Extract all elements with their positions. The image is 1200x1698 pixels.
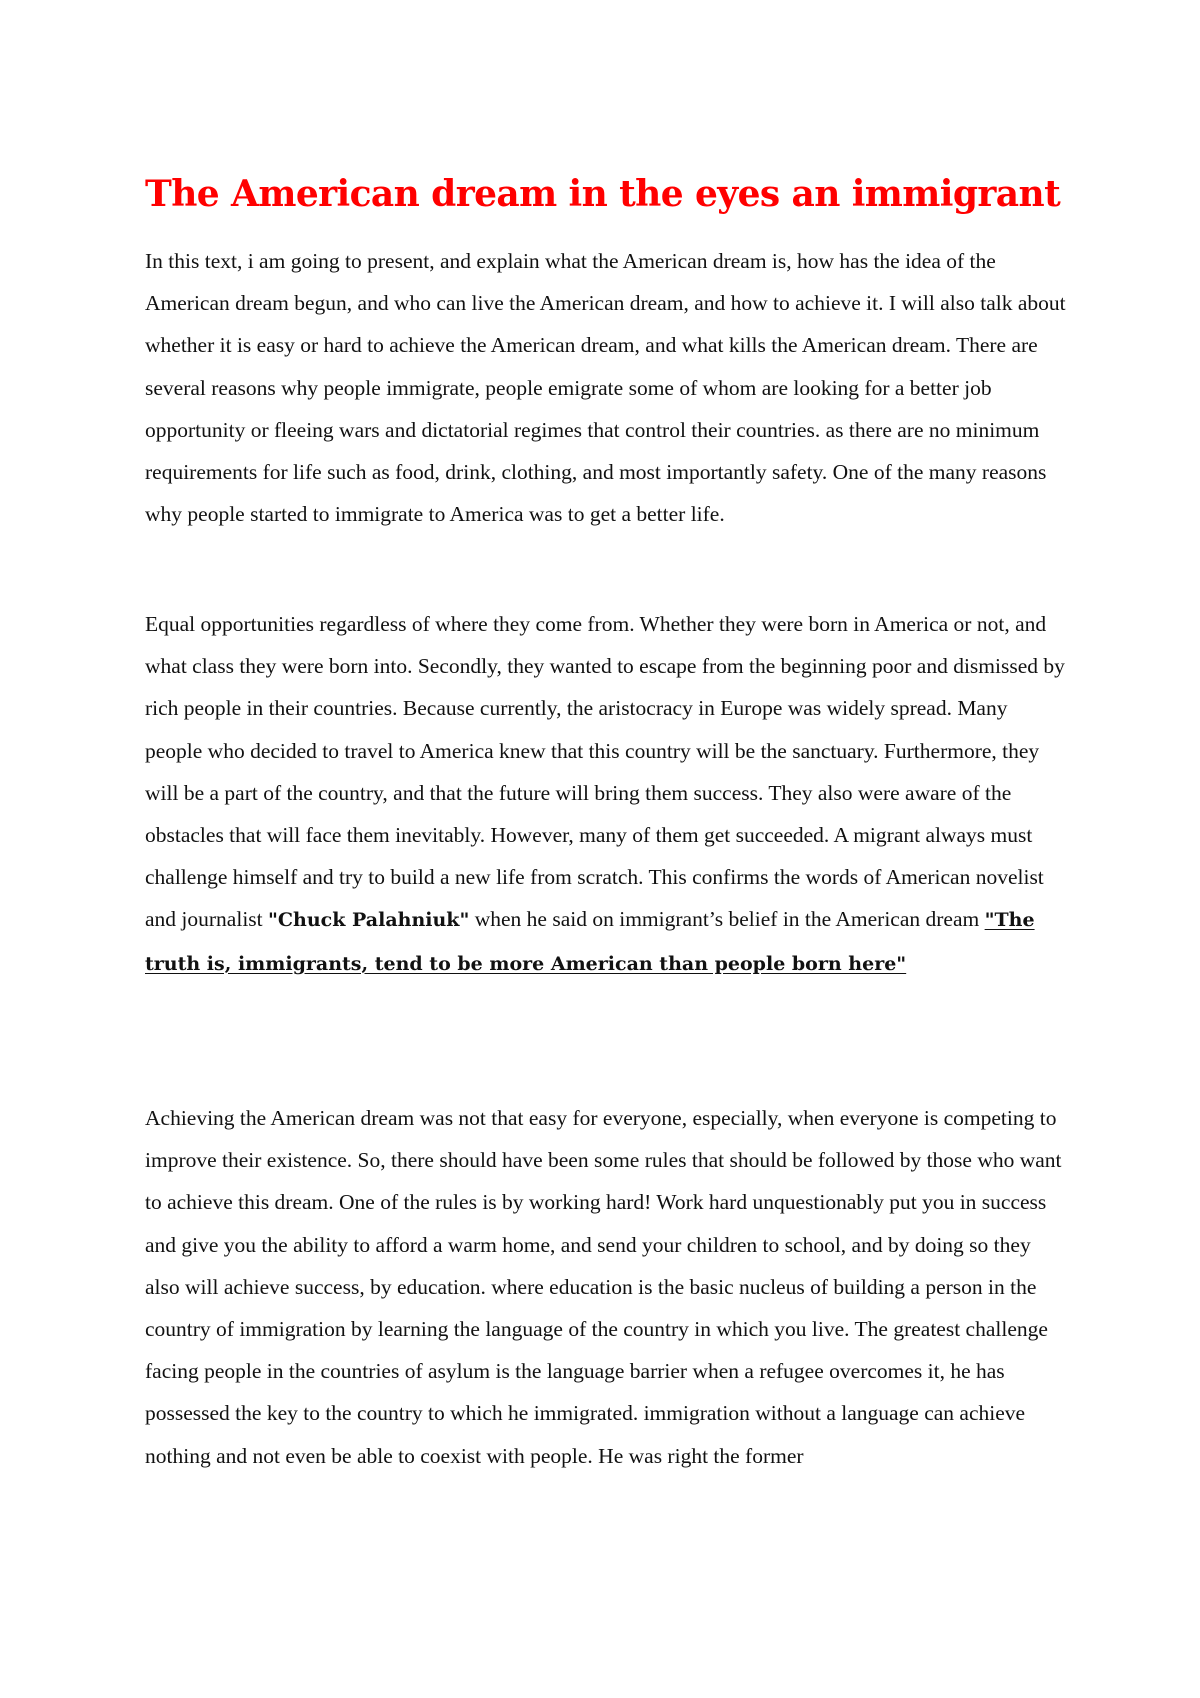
- paragraph-achieving: Achieving the American dream was not that easy for everyone, especially, when everyone is competing to improve their existence. So, there should have been some rules that should be followed by those who want to achieve this dream. One of the rules is by working hard! Work hard unquestionably put you in success and give you the ability to afford a warm home, and send your children to school, and by doing so they also will achieve success, by education. where education is the basic nucleus of building a person in the country of immigration by learning the language of the country in which you live. The greatest challenge facing people in the countries of asylum is the language barrier when a refugee overcomes it, he has possessed the key to the country to which he immigrated. immigration without a language can achieve nothing and not even be able to coexist with people. He was right the former: [145, 1106, 1062, 1468]
- author-quote: "The truth is, immigrants, tend to be more American than people born here": [145, 909, 1035, 975]
- paragraph-intro: In this text, i am going to present, and explain what the American dream is, how has the idea of the American dream begun, and who can live the American dream, and how to achieve it. I will also talk about whether it is easy or hard to achieve the American dream, and what kills the American dream. There are several reasons why people immigrate, people emigrate some of whom are looking for a better job opportunity or fleeing wars and dictatorial regimes that control their countries. as there are no minimum requirements for life such as food, drink, clothing, and most importantly safety. One of the many reasons why people started to immigrate to America was to get a better life.: [145, 249, 1066, 527]
- author-name: "Chuck Palahniuk": [268, 909, 470, 932]
- document-title: The American dream in the eyes an immigrant: [145, 173, 1061, 215]
- paragraph-opportunities: [145, 603, 1070, 985]
- paragraph-opportunities-mid: when he said on immigrant’s belief in the American dream: [469, 907, 985, 932]
- paragraph-opportunities-text: Equal opportunities regardless of where they come from. Whether they were born in America or not, and what class they were born into. Secondly, they wanted to escape from the beginning poor and dismissed by rich people in their countries. Because currently, the aristocracy in Europe was widely spread. Many people who decided to travel to America knew that this country will be the sanctuary. Furthermore, they will be a part of the country, and that the future will bring them success. They also were aware of the obstacles that will face them inevitably. However, many of them get succeeded. A migrant always must challenge himself and try to build a new life from scratch. This confirms the words of American novelist and journalist: [145, 612, 1065, 932]
